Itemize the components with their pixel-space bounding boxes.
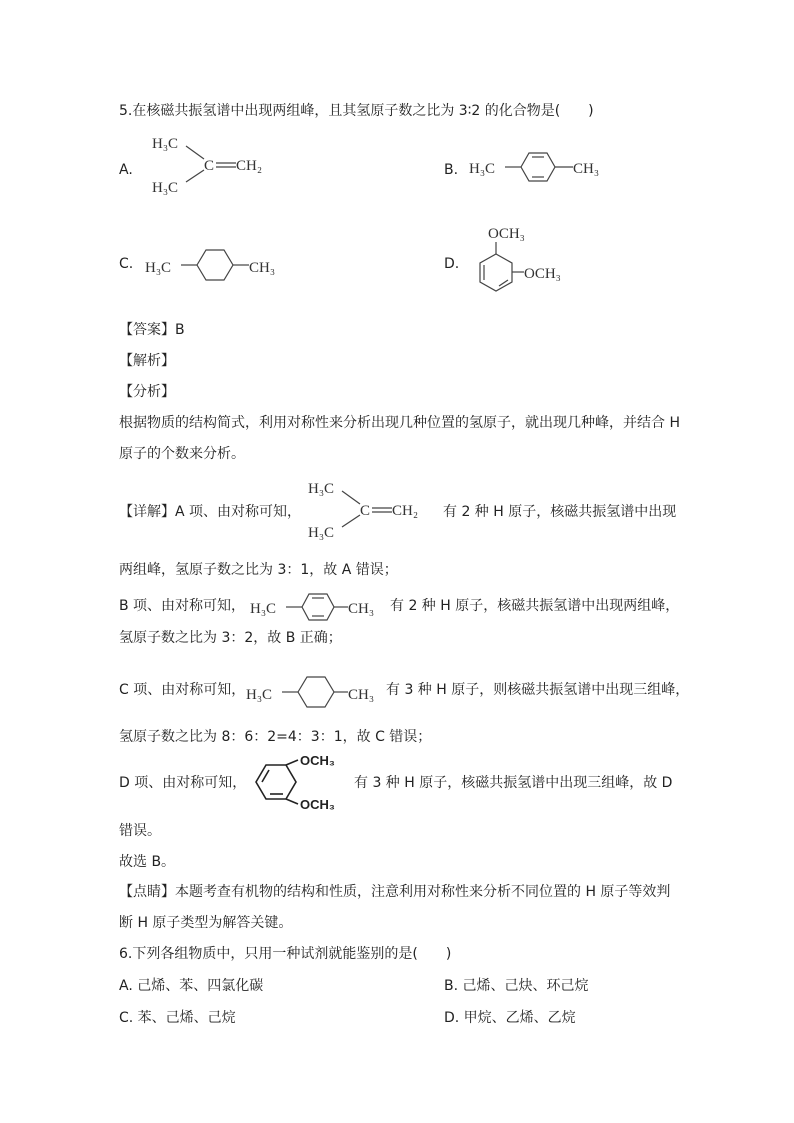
dianjing-line-2: 断 H 原子类型为解答关键。: [119, 915, 293, 931]
h3c-lower: H₃C: [152, 180, 179, 196]
h3c-label: H₃C: [246, 687, 273, 703]
detail-d-suffix: 有 3 种 H 原子，核磁共振氢谱中出现三组峰，故 D: [354, 775, 673, 791]
ch2-group: CH₂: [236, 158, 263, 174]
detail-a-suffix: 有 2 种 H 原子，核磁共振氢谱中出现: [443, 504, 677, 520]
detail-b-suffix: 有 2 种 H 原子，核磁共振氢谱中出现两组峰，: [390, 598, 680, 614]
analysis-line-1: 根据物质的结构简式，利用对称性来分析出现几种位置的氢原子，就出现几种峰，并结合 H: [119, 415, 680, 431]
q5-stem: 5.在核磁共振氢谱中出现两组峰，且其氢原子数之比为 3∶2 的化合物是( ): [119, 103, 594, 119]
detail-b-line-2: 氢原子数之比为 3：2，故 B 正确；: [119, 630, 342, 646]
option-b-label: B.: [444, 162, 459, 178]
h3c-lower: H₃C: [308, 525, 335, 541]
detail-c-line-2: 氢原子数之比为 8：6：2=4：3：1，故 C 错误；: [119, 729, 432, 745]
och3-lower: OCH₃: [524, 266, 561, 282]
detail-b-prefix: B 项、由对称可知，: [119, 598, 246, 614]
option-d-label: D.: [444, 256, 460, 272]
molecule-isobutene-a: [150, 132, 280, 198]
ch3-label: CH₃: [348, 687, 375, 703]
h3c-label: H₃C: [469, 161, 496, 177]
jiexi-heading: 【解析】: [119, 353, 175, 369]
molecule-dimethylcyclohexane-detail: [244, 670, 394, 714]
molecule-dimethylcyclohexane-c: [143, 243, 293, 287]
molecule-dimethoxybenzene-d: [462, 220, 592, 306]
q6-stem: 6.下列各组物质中，只用一种试剂就能鉴别的是( ): [119, 946, 452, 962]
option-c-label: C.: [119, 256, 134, 272]
analysis-line-2: 原子的个数来分析。: [119, 446, 245, 462]
ch3-label: CH₃: [348, 601, 375, 617]
fenxi-heading: 【分析】: [119, 384, 175, 400]
dianjing-line-1: 【点睛】本题考查有机物的结构和性质，注意利用对称性来分析不同位置的 H 原子等效判: [119, 884, 671, 900]
och3-upper: OCH₃: [300, 753, 335, 768]
och3-upper: OCH₃: [488, 226, 525, 242]
central-carbon: C: [204, 158, 215, 174]
h3c-label: H₃C: [250, 601, 277, 617]
option-a-label: A.: [119, 162, 133, 178]
q6-option-c: C. 苯、己烯、己烷: [119, 1010, 236, 1026]
molecule-dimethoxybenzene-detail: [250, 752, 360, 812]
central-carbon: C: [360, 503, 371, 519]
q6-option-a: A. 己烯、苯、四氯化碳: [119, 978, 264, 994]
q6-option-b: B. 己烯、己炔、环己烷: [444, 978, 589, 994]
h3c-label: H₃C: [145, 260, 172, 276]
detail-c-suffix: 有 3 种 H 原子，则核磁共振氢谱中出现三组峰，: [386, 682, 690, 698]
detail-d-line-2: 错误。: [119, 823, 161, 839]
molecule-isobutene-detail: [306, 477, 436, 543]
detail-a-line-2: 两组峰，氢原子数之比为 3：1，故 A 错误；: [119, 562, 398, 578]
ch2-group: CH₂: [392, 503, 419, 519]
q6-option-d: D. 甲烷、乙烯、乙烷: [444, 1010, 576, 1026]
och3-lower: OCH₃: [300, 797, 335, 812]
ch3-label: CH₃: [249, 260, 276, 276]
answer-label: 【答案】B: [119, 322, 185, 338]
detail-a-prefix: 【详解】A 项、由对称可知，: [119, 504, 302, 520]
detail-c-prefix: C 项、由对称可知，: [119, 682, 246, 698]
conclusion: 故选 B。: [119, 854, 176, 870]
molecule-p-xylene-b: [467, 146, 617, 188]
ch3-label: CH₃: [573, 161, 600, 177]
molecule-p-xylene-detail: [248, 588, 398, 626]
h3c-upper: H₃C: [152, 136, 179, 152]
h3c-upper: H₃C: [308, 481, 335, 497]
detail-d-prefix: D 项、由对称可知，: [119, 775, 247, 791]
